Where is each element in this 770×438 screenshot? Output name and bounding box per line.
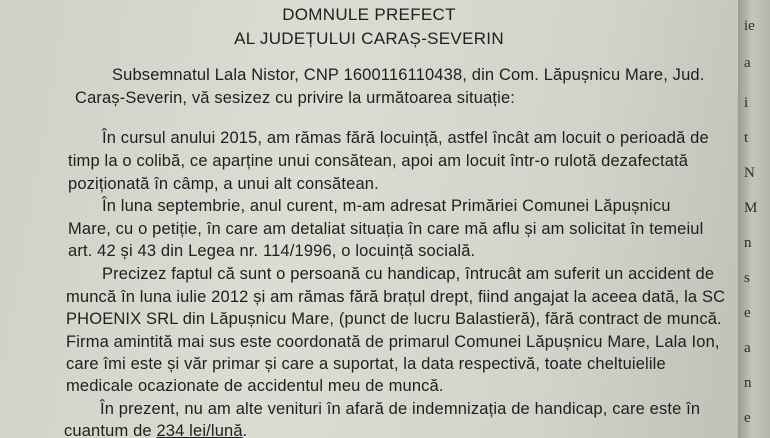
edge-fragment: i	[744, 95, 749, 111]
edge-fragment: n	[744, 375, 752, 391]
amount-suffix: .	[242, 422, 248, 438]
body-line-9: Precizez faptul că sunt o persoană cu handicap, întrucât am suferit un accident de	[102, 265, 715, 283]
edge-fragment: e	[744, 305, 751, 321]
edge-fragment: s	[744, 270, 750, 286]
body-line-2: Caraș-Severin, vă sesizez cu privire la următoarea situație:	[75, 89, 516, 107]
body-line-14: medicale ocazionate de accidentul meu de muncă.	[66, 377, 444, 395]
body-line-10: muncă în luna iulie 2012 și am rămas fără brațul drept, fiind angajat la aceea dată, la SC	[66, 288, 726, 306]
body-line-5: poziționată în câmp, a unui alt consătean.	[68, 175, 379, 193]
edge-fragment: N	[744, 165, 755, 181]
body-line-6: În luna septembrie, anul curent, m-am adresat Primăriei Comunei Lăpușnicu	[102, 197, 671, 215]
edge-fragment: a	[744, 340, 751, 356]
edge-fragment: a	[744, 55, 751, 71]
edge-fragment: ie	[744, 18, 755, 34]
body-line-11: PHOENIX SRL din Lăpușnicu Mare, (punct de lucru Balastieră), fără contract de muncă.	[66, 310, 722, 328]
amount-prefix: cuantum de	[64, 422, 157, 438]
amount-value: 234 lei/lună	[156, 422, 243, 438]
body-line-8: art. 42 și 43 din Legea nr. 114/1996, o locuință socială.	[68, 242, 476, 260]
body-line-16	[64, 422, 247, 438]
body-line-12: Firma amintită mai sus este coordonată de primarul Comunei Lăpușnicu Mare, Lala Ion,	[66, 333, 720, 351]
body-line-1: Subsemnatul Lala Nistor, CNP 1600116110438, din Com. Lăpușnicu Mare, Jud.	[112, 66, 705, 84]
body-line-4: timp la o colibă, ce aparține unui consătean, apoi am locuit într-o rulotă dezafectată	[68, 152, 689, 170]
edge-fragment: e	[744, 410, 751, 426]
body-line-15: În prezent, nu am alte venituri în afară de indemnizația de handicap, care este în	[100, 400, 701, 418]
body-line-13: care îmi este și văr primar și care a suportat, la data respectivă, toate cheltuielile	[66, 355, 666, 373]
heading-line-1: DOMNULE PREFECT	[282, 5, 456, 24]
heading-line-2: AL JUDEȚULUI CARAȘ-SEVERIN	[234, 29, 504, 48]
edge-fragment: M	[744, 200, 758, 216]
edge-fragment: t	[744, 130, 749, 146]
body-line-7: Mare, cu o petiție, în care am detaliat situația în care mă aflu și am solicitat în temeiul	[68, 220, 704, 238]
edge-fragment: n	[744, 235, 752, 251]
adjacent-page-edge	[738, 0, 770, 438]
body-line-3: În cursul anului 2015, am rămas fără locuință, astfel încât am locuit o perioadă de	[102, 129, 709, 147]
